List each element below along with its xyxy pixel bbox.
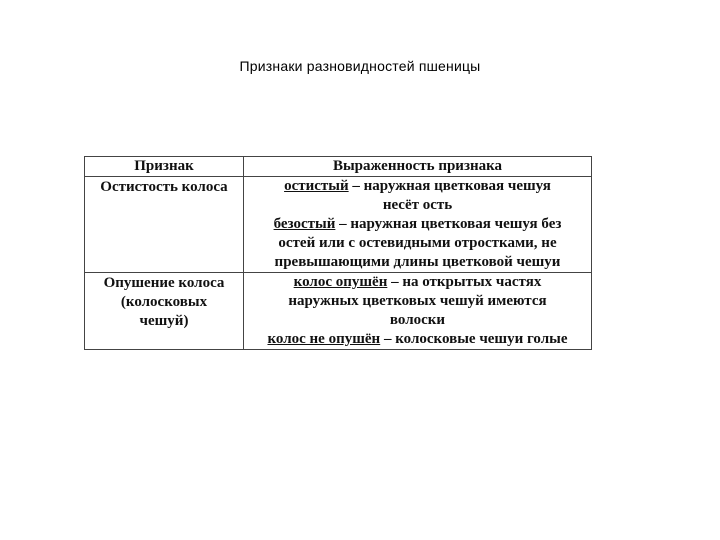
trait-term: безостый [273,216,336,232]
expression-line [248,330,587,349]
trait-description: – наружная цветковая чешуя [348,178,551,194]
feature-text: (колосковых [120,294,208,310]
expression-line [248,177,587,196]
expression-line: волоски [389,312,446,328]
traits-table [84,156,592,350]
feature-cell [85,177,244,273]
expression-line: наружных цветковых чешуй имеются [288,293,547,309]
feature-text: Остистость колоса [100,179,228,195]
table-row [85,273,592,350]
traits-table-container [84,156,592,350]
header-feature: Признак [85,157,244,177]
trait-description: – наружная цветковая чешуя без [335,216,562,232]
trait-term: остистый [284,178,349,194]
expression-line [248,273,587,292]
expression-cell [244,273,592,350]
page-title: Признаки разновидностей пшеницы [239,58,481,74]
expression-line: превышающими длины цветковой чешуи [274,254,561,270]
trait-term: колос опушён [293,274,388,290]
table-row [85,177,592,273]
trait-term: колос не опушён [267,331,381,347]
expression-line: несёт ость [382,197,453,213]
header-expression: Выраженность признака [244,157,592,177]
table-header-row [85,157,592,177]
expression-cell [244,177,592,273]
trait-description: – на открытых частях [387,274,542,290]
expression-line: остей или с остевидными отростками, не [278,235,557,251]
feature-text: чешуй) [139,313,189,329]
feature-cell [85,273,244,350]
feature-text: Опушение колоса [103,275,225,291]
trait-description: – колосковые чешуи голые [380,331,568,347]
expression-line [248,215,587,234]
